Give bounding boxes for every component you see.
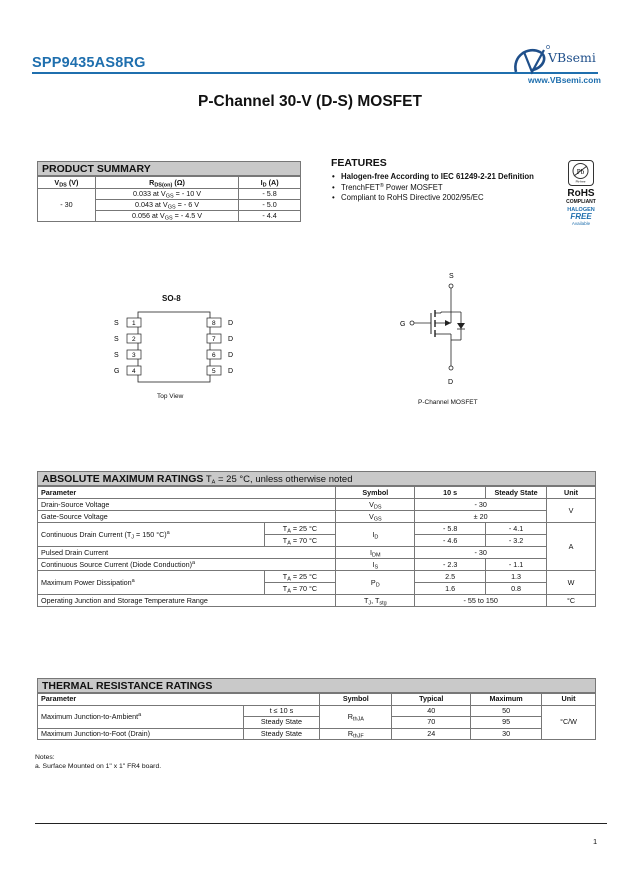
table-row: Steady State 70 95 (38, 717, 596, 729)
thermal-resistance-table (37, 693, 596, 740)
p-channel-mosfet-symbol (395, 268, 485, 388)
feature-item: • Halogen-free According to IEC 61249-2-21 Definition (331, 172, 561, 182)
notes-label: Notes: (35, 754, 55, 761)
top-view-label: Top View (157, 393, 184, 400)
abs-max-banner (37, 471, 596, 486)
so8-package-diagram (110, 310, 240, 390)
table-row: Drain-Source Voltage $V_{DS}$ - 30 V (38, 499, 596, 511)
gate-label: G (400, 321, 406, 328)
pin-label: G (114, 368, 120, 375)
col-symbol: Symbol (336, 487, 415, 499)
table-row: Maximum Junction-to-Ambient$^a$ t ≤ 10 s $R_{thJA}$ 40 50 °C/W (38, 705, 596, 717)
table-row: Operating Junction and Storage Temperature Range $T_J$, $T_{stg}$ - 55 to 150 °C (38, 595, 596, 607)
absolute-maximum-ratings-table (37, 486, 596, 607)
pin-number: 7 (212, 336, 216, 343)
table-row: Gate-Source Voltage $V_{GS}$ ± 20 (38, 511, 596, 523)
col-symbol: Symbol (320, 694, 392, 706)
free-label: FREE (570, 212, 592, 221)
pin-label: D (228, 320, 234, 327)
col-parameter: Parameter (38, 694, 320, 706)
rohs-compliant: COMPLIANT (566, 199, 596, 205)
pin-label: D (228, 368, 234, 375)
pin-label: D (228, 352, 234, 359)
drain-label: D (448, 379, 454, 386)
table-header-row (38, 177, 301, 189)
pin-number: 2 (132, 336, 136, 343)
col-steady-state: Steady State (486, 487, 547, 499)
features-title: FEATURES (331, 157, 387, 169)
col-typical: Typical (392, 694, 471, 706)
document-title: P-Channel 30-V (D-S) MOSFET (198, 93, 422, 110)
features-list (331, 172, 561, 203)
thermal-title: THERMAL RESISTANCE RATINGS (42, 680, 213, 692)
footer-rule (35, 823, 607, 824)
rohs-badge (561, 160, 601, 226)
abs-max-condition: $T_A = 25$ °C, unless otherwise noted (203, 474, 353, 486)
feature-item: • TrenchFET® Power MOSFET (331, 183, 561, 193)
source-label: S (449, 273, 454, 280)
pin-number: 6 (212, 352, 216, 359)
table-row: Maximum Junction-to-Foot (Drain) Steady State $R_{thJF}$ 24 30 (38, 728, 596, 740)
website-link[interactable]: www.VBsemi.com (528, 75, 601, 85)
thermal-banner (37, 678, 596, 693)
features-section (331, 157, 561, 204)
pb-text: Pb (576, 168, 585, 176)
rds-value: 0.033 at $V_{GS}$ = - 10 V (95, 189, 238, 200)
id-value: - 4.4 (239, 211, 301, 222)
package-title: SO-8 (162, 294, 181, 303)
pin-label: S (114, 320, 119, 327)
pin-label: S (114, 336, 119, 343)
table-row: Continuous Drain Current ($T_J = 150$ °C)$^a$ $T_A = 25$ °C $I_D$ - 5.8 - 4.1 A (38, 523, 596, 535)
rohs-label: RoHS (567, 188, 595, 199)
pin-label: D (228, 336, 234, 343)
pb-free-text: Pb-free (575, 179, 586, 184)
mosfet-caption: P-Channel MOSFET (418, 399, 478, 406)
col-unit: Unit (542, 694, 596, 706)
table-row: $T_A = 70$ °C - 4.6 - 3.2 (38, 535, 596, 547)
id-value: - 5.0 (239, 200, 301, 211)
col-rds: $R_{DS(on)}$ (Ω) (95, 177, 238, 189)
logo-text: VBsemi (548, 50, 596, 65)
halogen-label: HALOGEN (567, 207, 595, 213)
col-maximum: Maximum (471, 694, 542, 706)
table-row (38, 189, 301, 200)
pin-label: S (114, 352, 119, 359)
table-row: Maximum Power Dissipation$^a$ $T_A = 25$ °C $P_D$ 2.5 1.3 W (38, 571, 596, 583)
id-value: - 5.8 (239, 189, 301, 200)
pin-number: 3 (132, 352, 136, 359)
col-10s: 10 s (415, 487, 486, 499)
pin-number: 8 (212, 320, 216, 327)
vds-value: - 30 (38, 189, 96, 222)
part-number: SPP9435AS8RG (32, 55, 146, 71)
pb-free-icon (568, 160, 594, 186)
rds-value: 0.043 at $V_{GS}$ = - 6 V (95, 200, 238, 211)
page-number: 1 (593, 837, 598, 846)
feature-item: • Compliant to RoHS Directive 2002/95/EC (331, 193, 561, 203)
col-unit: Unit (547, 487, 596, 499)
col-vds: $V_{DS}$ (V) (38, 177, 96, 189)
rds-value: 0.056 at $V_{GS}$ = - 4.5 V (95, 211, 238, 222)
pin-number: 1 (132, 320, 136, 327)
note-a: a. Surface Mounted on 1" x 1" FR4 board. (35, 763, 162, 770)
table-row: Pulsed Drain Current $I_{DM}$ - 30 (38, 547, 596, 559)
table-row: $T_A = 70$ °C 1.6 0.8 (38, 583, 596, 595)
pin-number: 5 (212, 368, 216, 375)
product-summary-title: PRODUCT SUMMARY (42, 163, 151, 175)
col-id: $I_D$ (A) (239, 177, 301, 189)
table-row: Continuous Source Current (Diode Conduction)$^a$ $I_S$ - 2.3 - 1.1 (38, 559, 596, 571)
pin-number: 4 (132, 368, 136, 375)
col-parameter: Parameter (38, 487, 336, 499)
notes-section (35, 753, 161, 771)
available-label: Available (571, 221, 591, 226)
product-summary-table (37, 176, 301, 222)
table-header-row (38, 694, 596, 706)
product-summary-banner (37, 161, 301, 176)
table-header-row (38, 487, 596, 499)
abs-max-title: ABSOLUTE MAXIMUM RATINGS (42, 473, 204, 485)
